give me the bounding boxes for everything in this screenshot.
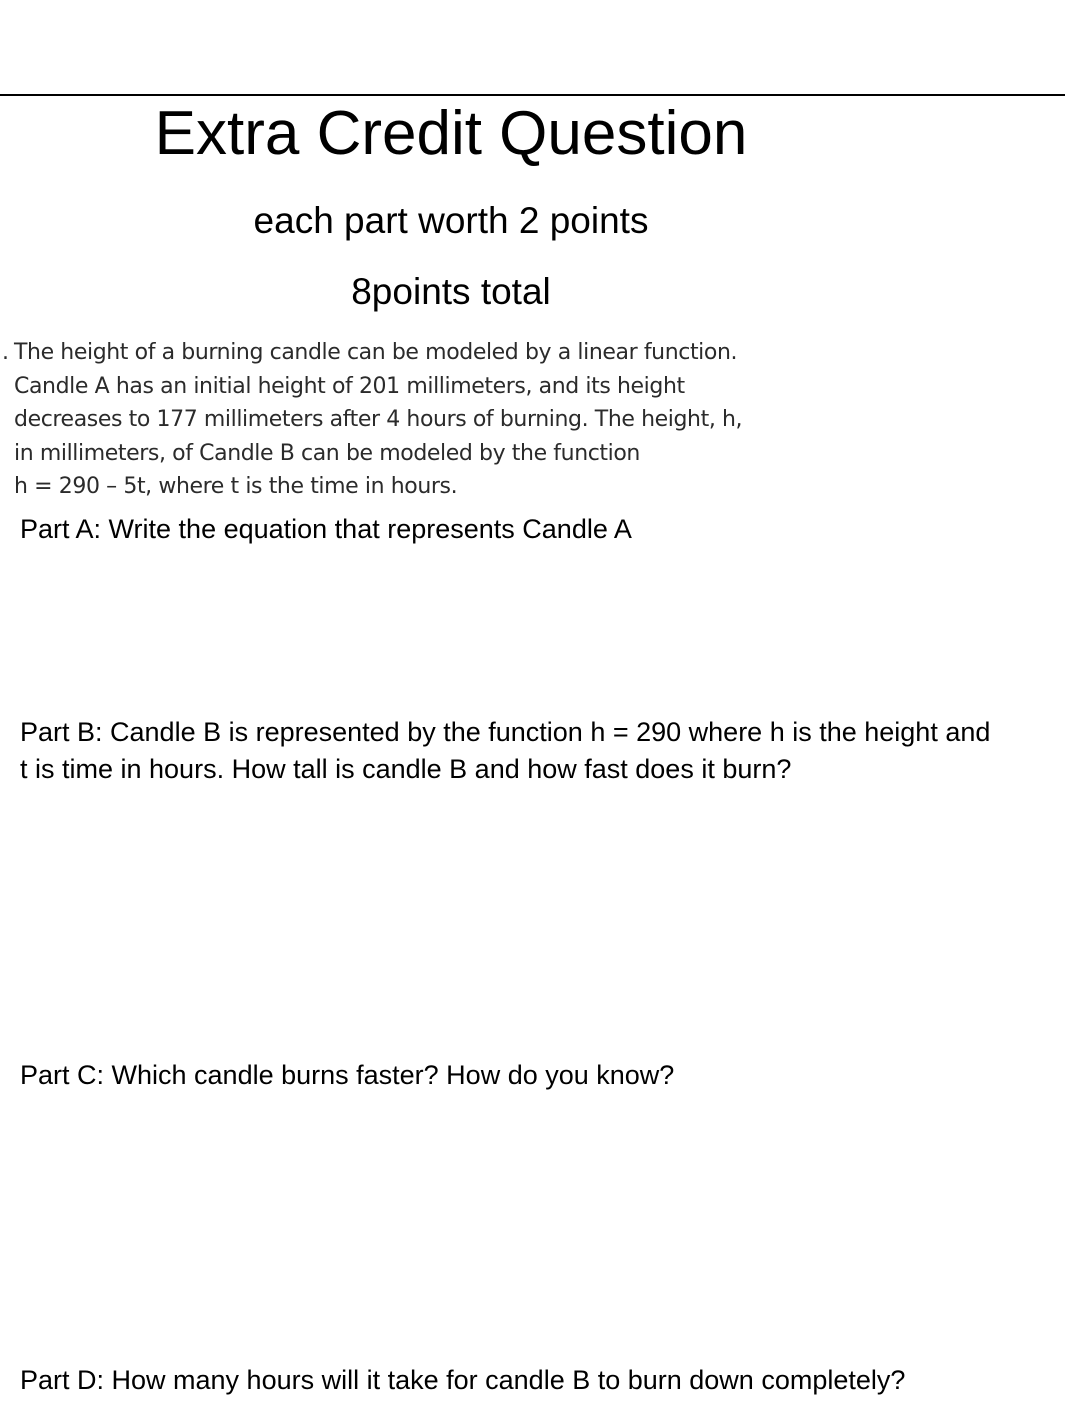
problem-bullet: .	[2, 340, 9, 365]
problem-line-2: Candle A has an initial height of 201 millimeters, and its height	[14, 373, 685, 399]
problem-line-1: The height of a burning candle can be modeled by a linear function.	[14, 340, 738, 365]
part-d-question: Part D: How many hours will it take for candle B to burn down completely?	[20, 1365, 906, 1395]
part-c-question: Part C: Which candle burns faster? How do you know?	[20, 1060, 675, 1090]
page-title: Extra Credit Question	[154, 99, 748, 168]
points-per-part: each part worth 2 points	[253, 200, 649, 241]
problem-line-5: h = 290 – 5t, where t is the time in hours.	[14, 474, 458, 499]
points-total: 8points total	[351, 271, 551, 312]
problem-line-4: in millimeters, of Candle B can be modeled by the function	[14, 440, 640, 466]
problem-statement	[2, 336, 822, 504]
part-a-question: Part A: Write the equation that represents Candle A	[20, 514, 632, 544]
top-rule	[0, 94, 1065, 96]
part-b-question	[20, 714, 990, 788]
part-b-line-2: t is time in hours. How tall is candle B and how fast does it burn?	[20, 754, 792, 784]
problem-line-3: decreases to 177 millimeters after 4 hours of burning. The height, h,	[14, 407, 743, 432]
part-b-line-1: Part B: Candle B is represented by the function h = 290 where h is the height and	[20, 717, 991, 747]
